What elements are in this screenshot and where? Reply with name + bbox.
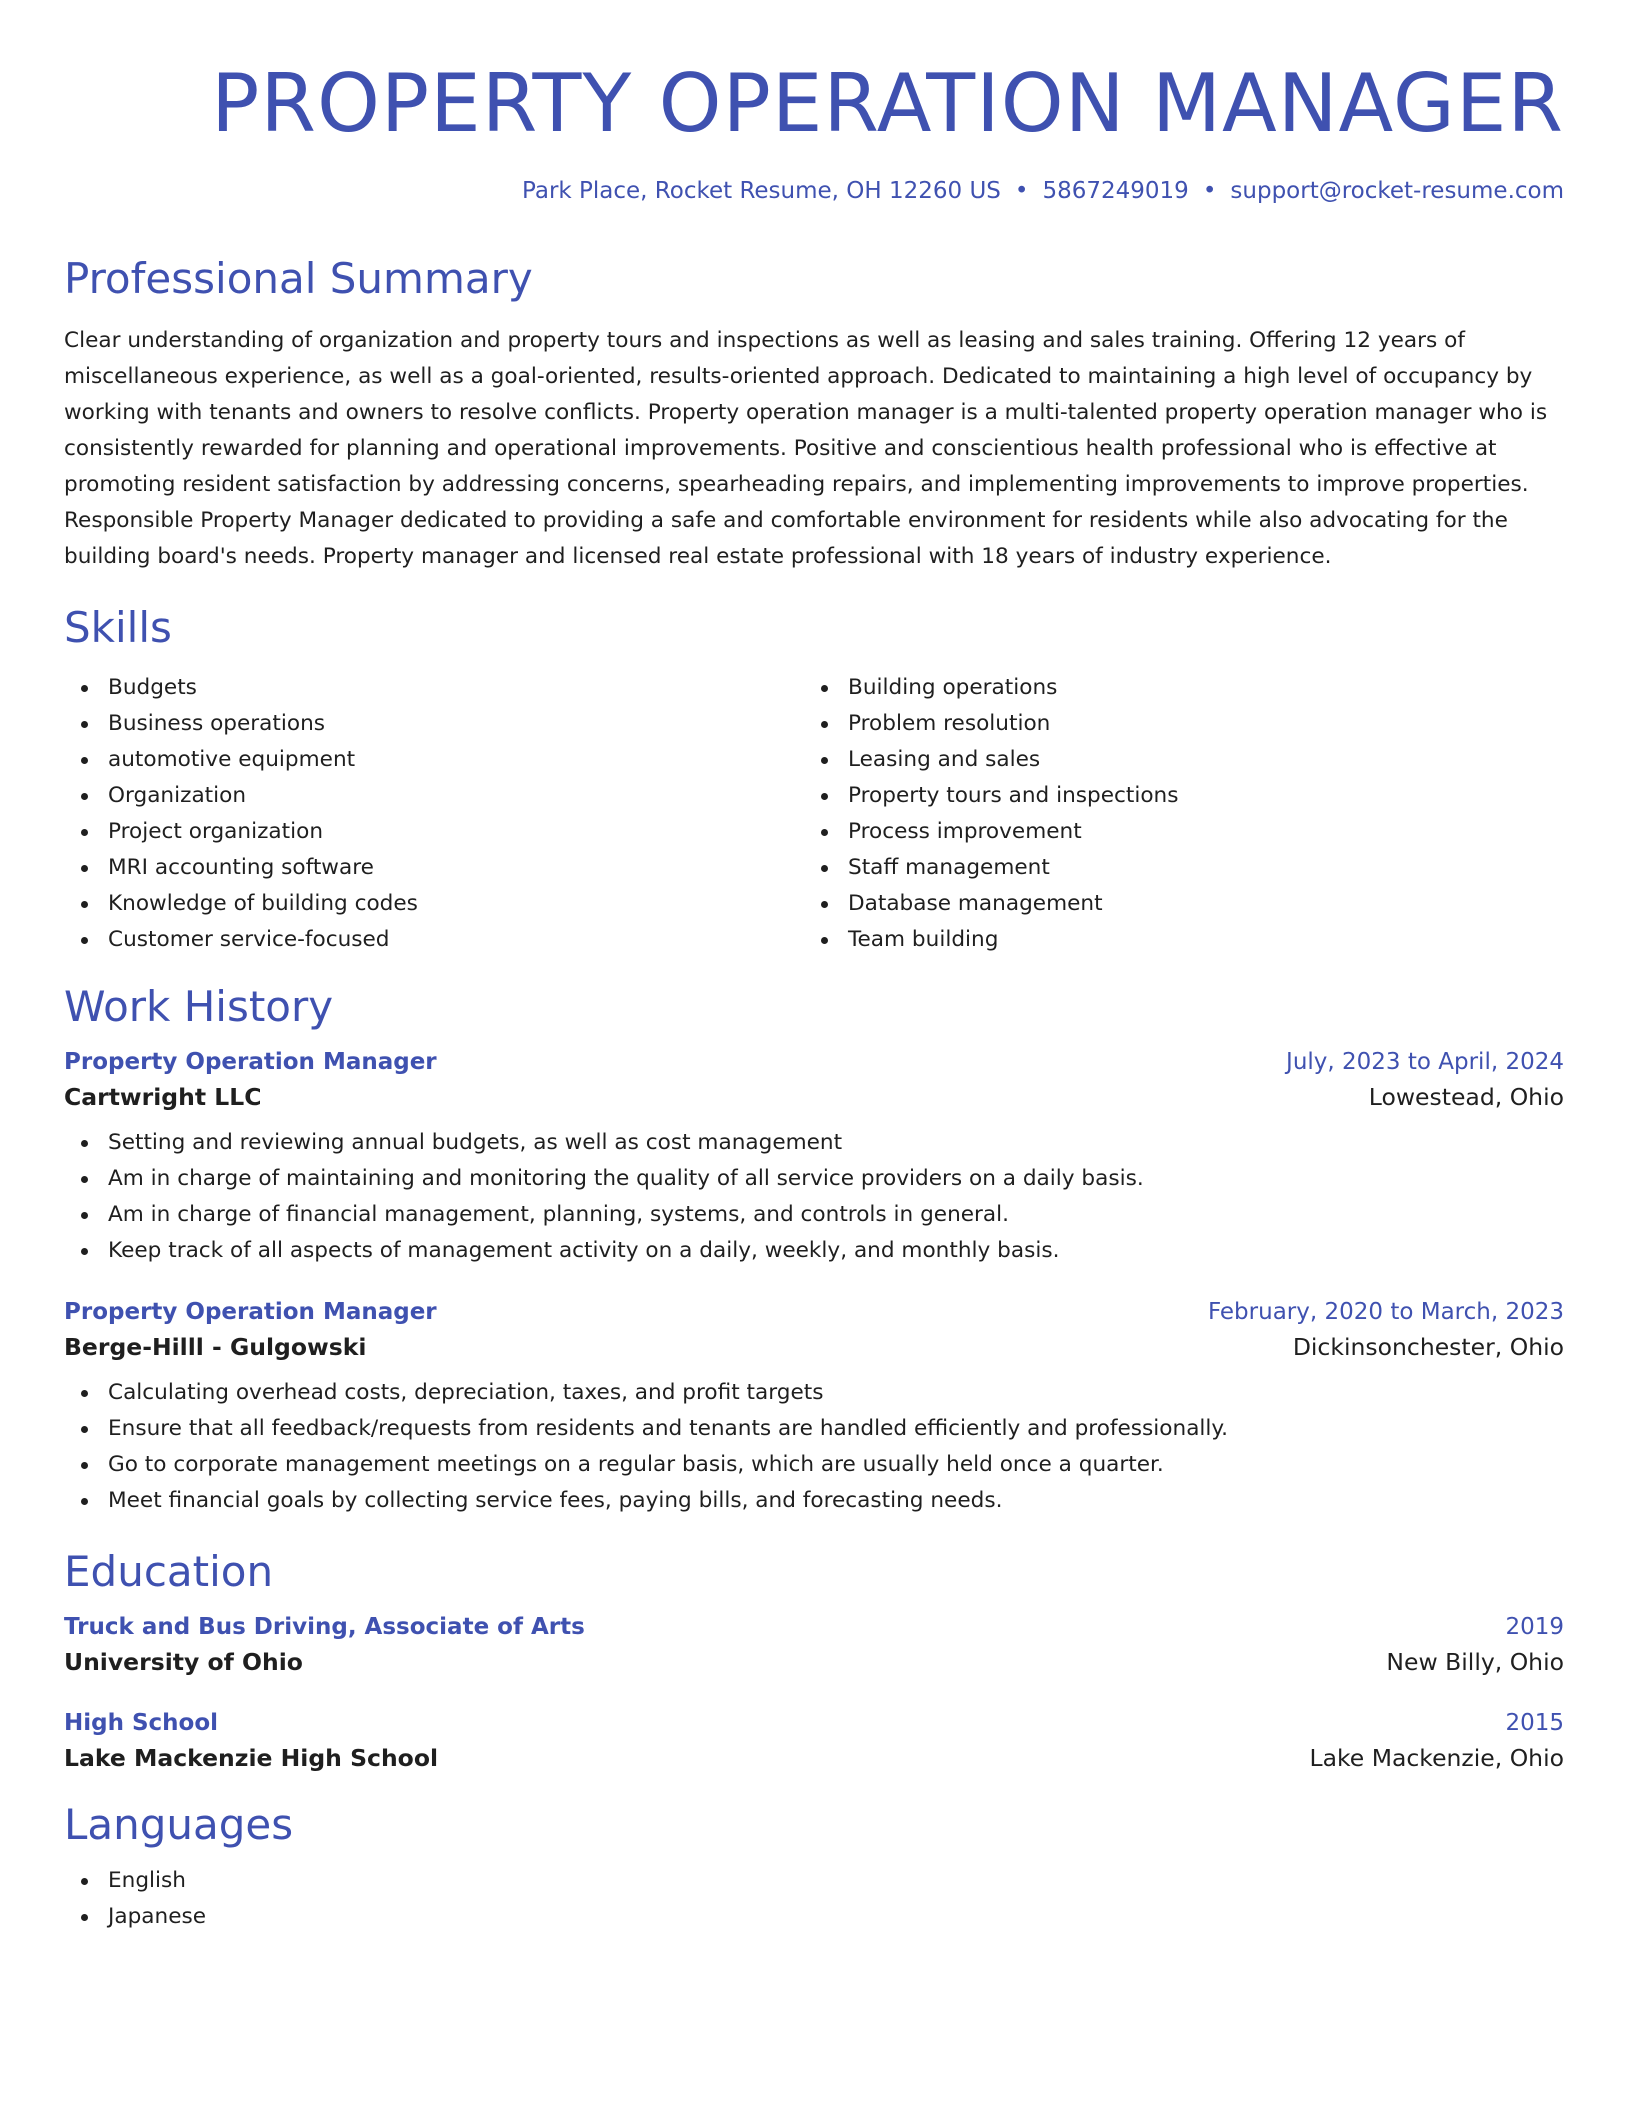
skill-item: Customer service-focused <box>64 922 804 958</box>
language-item: Japanese <box>64 1899 1564 1935</box>
job-bullet: Meet financial goals by collecting service fees, paying bills, and forecasting needs. <box>64 1483 1564 1519</box>
job-location: Lowestead, Ohio <box>1368 1083 1564 1111</box>
job-bullet: Keep track of all aspects of management activity on a daily, weekly, and monthly basis. <box>64 1233 1564 1269</box>
education-school: University of Ohio <box>64 1648 303 1676</box>
language-item: English <box>64 1863 1564 1899</box>
job-dates: July, 2023 to April, 2024 <box>1286 1049 1564 1075</box>
skill-item: Staff management <box>804 850 1544 886</box>
skill-item: Project organization <box>64 814 804 850</box>
skill-item: Leasing and sales <box>804 742 1544 778</box>
job-entry <box>64 1049 1564 1269</box>
job-role: Property Operation Manager <box>64 1049 437 1075</box>
education-header-row <box>64 1614 1564 1640</box>
education-header-row <box>64 1710 1564 1736</box>
education-year: 2015 <box>1505 1710 1564 1736</box>
skill-item: Process improvement <box>804 814 1544 850</box>
contact-separator: • <box>1014 178 1029 204</box>
job-bullets <box>64 1375 1564 1519</box>
job-role: Property Operation Manager <box>64 1299 437 1325</box>
work-history-heading: Work History <box>64 982 334 1031</box>
languages-list <box>64 1863 1564 1935</box>
job-bullets <box>64 1125 1564 1269</box>
job-company: Berge-Hilll - Gulgowski <box>64 1333 367 1361</box>
job-entry <box>64 1299 1564 1519</box>
skill-item: Knowledge of building codes <box>64 886 804 922</box>
education-school: Lake Mackenzie High School <box>64 1744 439 1772</box>
contact-phone: 5867249019 <box>1042 178 1189 204</box>
skill-item: Property tours and inspections <box>804 778 1544 814</box>
skills-heading: Skills <box>64 603 172 652</box>
job-header-row <box>64 1049 1564 1075</box>
job-bullet: Setting and reviewing annual budgets, as well as cost management <box>64 1125 1564 1161</box>
contact-email: support@rocket-resume.com <box>1230 178 1564 204</box>
education-entry <box>64 1614 1564 1676</box>
education-degree: High School <box>64 1710 219 1736</box>
skill-item: MRI accounting software <box>64 850 804 886</box>
languages-heading: Languages <box>64 1800 294 1849</box>
job-header-row <box>64 1299 1564 1325</box>
job-company: Cartwright LLC <box>64 1083 262 1111</box>
summary-heading: Professional Summary <box>64 254 533 303</box>
skill-item: automotive equipment <box>64 742 804 778</box>
job-location: Dickinsonchester, Ohio <box>1292 1333 1564 1361</box>
skill-item: Team building <box>804 922 1544 958</box>
skill-item: Organization <box>64 778 804 814</box>
skills-column-right <box>804 670 1544 958</box>
skill-item: Database management <box>804 886 1544 922</box>
job-dates: February, 2020 to March, 2023 <box>1207 1299 1564 1325</box>
skills-list <box>64 670 1564 958</box>
contact-line <box>64 178 1564 204</box>
skills-column-left <box>64 670 804 958</box>
skill-item: Budgets <box>64 670 804 706</box>
education-entry <box>64 1710 1564 1772</box>
education-location: Lake Mackenzie, Ohio <box>1309 1744 1564 1772</box>
education-school-row <box>64 1640 1564 1676</box>
job-bullet: Am in charge of financial management, planning, systems, and controls in general. <box>64 1197 1564 1233</box>
skill-item: Building operations <box>804 670 1544 706</box>
job-bullet: Am in charge of maintaining and monitoring the quality of all service providers on a daily basis. <box>64 1161 1564 1197</box>
contact-address: Park Place, Rocket Resume, OH 12260 US <box>522 178 1001 204</box>
job-company-row <box>64 1325 1564 1361</box>
skill-item: Problem resolution <box>804 706 1544 742</box>
contact-separator: • <box>1202 178 1217 204</box>
resume-name: PROPERTY OPERATION MANAGER <box>211 57 1564 150</box>
job-company-row <box>64 1075 1564 1111</box>
education-heading: Education <box>64 1547 274 1596</box>
job-bullet: Ensure that all feedback/requests from residents and tenants are handled efficiently and professionally. <box>64 1411 1564 1447</box>
job-bullet: Go to corporate management meetings on a regular basis, which are usually held once a quarter. <box>64 1447 1564 1483</box>
education-year: 2019 <box>1505 1614 1564 1640</box>
job-bullet: Calculating overhead costs, depreciation, taxes, and profit targets <box>64 1375 1564 1411</box>
education-degree: Truck and Bus Driving, Associate of Arts <box>64 1614 585 1640</box>
summary-text: Clear understanding of organization and property tours and inspections as well as leasing and sales training. Offering 12 years of miscellaneous experience, as well as a goal-oriented, results-oriented approach. Dedicated to maintaining a high level of occupancy by working with tenants and owners to resolve conflicts. Property operation manager is a multi-talented property operation manager who is consistently rewarded for planning and operational improvements. Positive and conscientious health professional who is effective at promoting resident satisfaction by addressing concerns, spearheading repairs, and implementing improvements to improve properties. Responsible Property Manager dedicated to providing a safe and comfortable environment for residents while also advocating for the building board's needs. Property manager and licensed real estate professional with 18 years of industry experience. <box>64 328 1548 569</box>
education-location: New Billy, Ohio <box>1386 1648 1564 1676</box>
education-school-row <box>64 1736 1564 1772</box>
skill-item: Business operations <box>64 706 804 742</box>
